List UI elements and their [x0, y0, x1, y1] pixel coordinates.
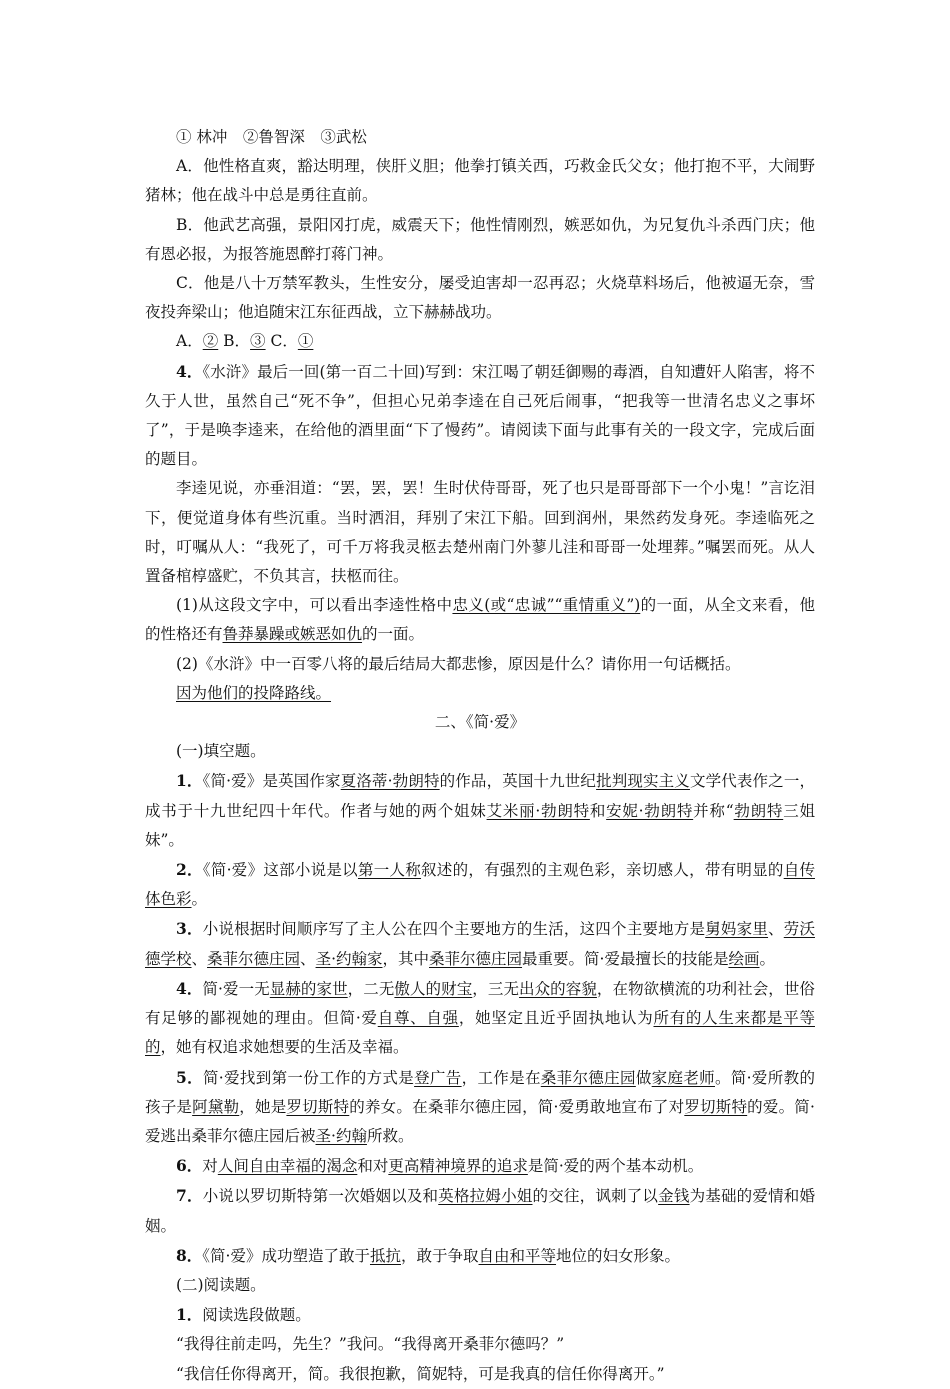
text: 叙述的，有强烈的主观色彩，亲切感人，带有明显的 — [421, 861, 784, 880]
fill-1 — [145, 766, 815, 855]
answer-blank: 登广告 — [414, 1068, 462, 1087]
text: 《简·爱》这部小说是以 — [202, 861, 358, 880]
question-number: 2． — [176, 860, 203, 880]
document-page — [145, 123, 815, 1389]
question-text: 阅读选段做题。 — [202, 1306, 311, 1325]
text: 《简·爱》成功塑造了敢于 — [202, 1246, 370, 1265]
answer-blank: 圣·约翰 — [315, 1126, 367, 1145]
answer-blank: 劳沃德学校 — [145, 920, 815, 968]
question-number: 8． — [176, 1245, 203, 1265]
answer-label-c: C． — [265, 332, 298, 351]
answer-a: ② — [202, 332, 219, 351]
text: 小说根据时间顺序写了主人公在四个主要地方的生活，这四个主要地方是 — [202, 920, 706, 939]
quote-1: “我得往前走吗，先生？”我问。“我得离开桑菲尔德吗？” — [176, 1335, 565, 1354]
text: (1)从这段文字中，可以看出李逵性格中 — [176, 596, 453, 615]
question-4-2: (2)《水浒》中一百零八将的最后结局大都悲惨，原因是什么？请你用一句话概括。 — [176, 654, 741, 673]
question-number: 5． — [176, 1067, 203, 1087]
reading-1 — [145, 1300, 815, 1330]
text: 。 — [191, 890, 208, 909]
answer-blank: 英格拉姆小姐 — [438, 1187, 533, 1206]
question-4 — [145, 357, 815, 475]
answer-blank: 自传体色彩 — [145, 861, 815, 909]
text: ，她是 — [239, 1097, 287, 1116]
question-4-2-answer — [145, 679, 815, 708]
text: 是简·爱的两个基本动机。 — [527, 1157, 704, 1176]
answer-label-b: B． — [218, 332, 251, 351]
answer-blank: 出众的容貌 — [519, 979, 597, 998]
text: 并称“ — [693, 801, 734, 820]
text: 的一面，从全文来看，他的性格还有 — [145, 596, 815, 644]
fill-4 — [145, 974, 815, 1063]
answer-blank: 第一人称 — [357, 861, 422, 880]
question-number: 6． — [176, 1156, 203, 1176]
answer-label-a: A． — [176, 332, 203, 351]
fill-section-title: (一)填空题。 — [176, 742, 266, 761]
question-number: 1． — [176, 771, 203, 791]
quote-2: “我信任你得离开，简。我很抱歉，简妮特，可是我真的信任你得离开。” — [176, 1364, 665, 1383]
text: 《简·爱》是英国作家 — [202, 772, 341, 791]
answer-blank: 显赫的家世 — [269, 979, 348, 998]
answer-blank: 自由和平等 — [478, 1246, 557, 1265]
fill-8 — [145, 1241, 815, 1271]
fill-2 — [145, 855, 815, 914]
option-c: C．他是八十万禁军教头，生性安分，屡受迫害却一忍再忍；火烧草料场后，他被逼无奈，雪夜投奔梁山；他追随宋江东征西战，立下赫赫战功。 — [145, 274, 815, 322]
text: ，她有权追求她想要的生活及幸福。 — [160, 1038, 409, 1057]
text: 的爱。简·爱逃出桑菲尔德庄园后被 — [145, 1097, 815, 1145]
answer-blank: 勃朗特 — [733, 801, 784, 820]
text: 地位的妇女形象。 — [556, 1246, 681, 1265]
text: 简·爱找到第一份工作的方式是 — [202, 1068, 415, 1087]
text: ，她坚定且近乎固执地认为 — [458, 1009, 654, 1028]
answer-blank: 所有的人生来都是平等的 — [145, 1009, 815, 1057]
text: 三姐妹”。 — [145, 801, 815, 849]
question-4-1 — [145, 591, 815, 649]
fill-5 — [145, 1063, 815, 1152]
question-number: 3． — [176, 919, 203, 939]
answer-blank: 傲人的财宝 — [394, 979, 473, 998]
text: 对 — [202, 1157, 218, 1176]
text: 的交往，讽刺了以 — [532, 1187, 659, 1206]
text: ，二无 — [347, 979, 395, 998]
answer-blank: 罗切斯特 — [684, 1097, 748, 1116]
answer-blank: 桑菲尔德庄园 — [429, 949, 523, 968]
answer-c: ① — [297, 332, 314, 351]
options-line: ① 林冲 ②鲁智深 ③武松 — [176, 128, 367, 146]
answer-blank: 桑菲尔德庄园 — [207, 949, 301, 968]
text: ，三无 — [472, 979, 520, 998]
answer-blank: 绘画 — [728, 949, 760, 968]
question-text: 《水浒》最后一回(第一百二十回)写到：宋江喝了朝廷御赐的毒酒，自知遭奸人陷害，将不久于人世，虽然自己“死不争”，但担心兄弟李逵在自己死后闹事，“把我等一世清名忠义之事坏了”，于是唤李逵来，在给他的酒里面“下了慢药”。请阅读下面与此事有关的一段文字，完成后面的题目。 — [145, 362, 815, 469]
question-number: 1． — [176, 1305, 203, 1325]
text: 和 — [589, 801, 607, 820]
text: 简·爱一无 — [202, 979, 270, 998]
answer-blank: 艾米丽·勃朗特 — [486, 801, 590, 820]
answer-blank: 夏洛蒂·勃朗特 — [340, 772, 440, 791]
fill-7 — [145, 1181, 815, 1240]
text: 所救。 — [366, 1126, 414, 1145]
text: ，其中 — [382, 949, 430, 968]
answer-blank: 金钱 — [658, 1187, 690, 1206]
text: 。 — [759, 949, 775, 968]
reading-section-title: (二)阅读题。 — [176, 1275, 266, 1294]
text: 。简·爱所教的孩子是 — [145, 1068, 815, 1116]
text: 、 — [768, 920, 784, 939]
fill-3 — [145, 914, 815, 973]
text: 、 — [300, 949, 316, 968]
answer-b: ③ — [250, 332, 266, 351]
answer-blank: 罗切斯特 — [286, 1097, 350, 1116]
text: 和对 — [357, 1157, 389, 1176]
answer-line — [145, 327, 815, 356]
answer-blank: 人间自由幸福的渴念 — [217, 1157, 358, 1176]
reading-passage: 李逵见说，亦垂泪道：“罢，罢，罢！生时伏侍哥哥，死了也只是哥哥部下一个小鬼！”言讫泪下，便觉道身体有些沉重。当时洒泪，拜别了宋江下船。回到润州，果然药发身死。李逵临死之时，叮嘱从人：“我死了，可千万将我灵柩去楚州南门外蓼儿洼和哥哥一处埋葬。”嘱罢而死。从人置备棺椁盛贮，不负其言，扶柩而往。 — [145, 479, 815, 586]
text: 小说以罗切斯特第一次婚姻以及和 — [202, 1187, 439, 1206]
text: 、 — [191, 949, 208, 968]
text: 的作品，英国十九世纪 — [439, 772, 597, 791]
answer-blank: 舅妈家里 — [705, 920, 769, 939]
question-number: 4． — [176, 978, 203, 998]
text: ，工作是在 — [461, 1068, 541, 1087]
answer-blank: 忠义(或“忠诚”“重情重义”) — [452, 596, 641, 615]
text: ，敢于争取 — [401, 1246, 479, 1265]
section-title: 二、《简·爱》 — [434, 713, 526, 732]
answer-blank: 圣·约翰家 — [315, 949, 383, 968]
text: ，在物欲横流的功利社会，世俗有足够的鄙视她的理由。但简·爱 — [145, 979, 815, 1028]
text: 的养女。在桑菲尔德庄园，简·爱勇敢地宣布了对 — [349, 1097, 685, 1116]
answer-blank: 自尊、自强 — [377, 1009, 459, 1028]
answer-blank: 家庭老师 — [651, 1068, 715, 1087]
question-number: 4． — [176, 361, 203, 381]
answer-blank: 因为他们的投降路线。 — [176, 683, 332, 702]
text: 文学代表作之一，成书于十九世纪四十年代。作者与她的两个姐妹 — [145, 772, 815, 820]
option-b: B．他武艺高强，景阳冈打虎，威震天下；他性情刚烈，嫉恶如仇，为兄复仇斗杀西门庆；他有恩必报，为报答施恩醉打蒋门神。 — [145, 215, 815, 263]
answer-blank: 批判现实主义 — [596, 772, 690, 791]
text: 为基础的爱情和婚姻。 — [145, 1187, 815, 1235]
text: 的一面。 — [362, 625, 425, 644]
answer-blank: 桑菲尔德庄园 — [540, 1068, 636, 1087]
text: 最重要。简·爱最擅长的技能是 — [522, 949, 729, 968]
answer-blank: 安妮·勃朗特 — [606, 801, 694, 820]
answer-blank: 鲁莽暴躁或嫉恶如仇 — [222, 625, 363, 644]
option-a: A．他性格直爽，豁达明理，侠肝义胆；他拳打镇关西，巧救金氏父女；他打抱不平，大闹野猪林；他在战斗中总是勇往直前。 — [145, 157, 815, 205]
answer-blank: 更高精神境界的追求 — [388, 1157, 528, 1176]
answer-blank: 阿黛勒 — [192, 1097, 240, 1116]
question-number: 7． — [176, 1186, 203, 1206]
text: 做 — [635, 1068, 652, 1087]
fill-6 — [145, 1151, 815, 1181]
answer-blank: 抵抗 — [369, 1246, 401, 1265]
